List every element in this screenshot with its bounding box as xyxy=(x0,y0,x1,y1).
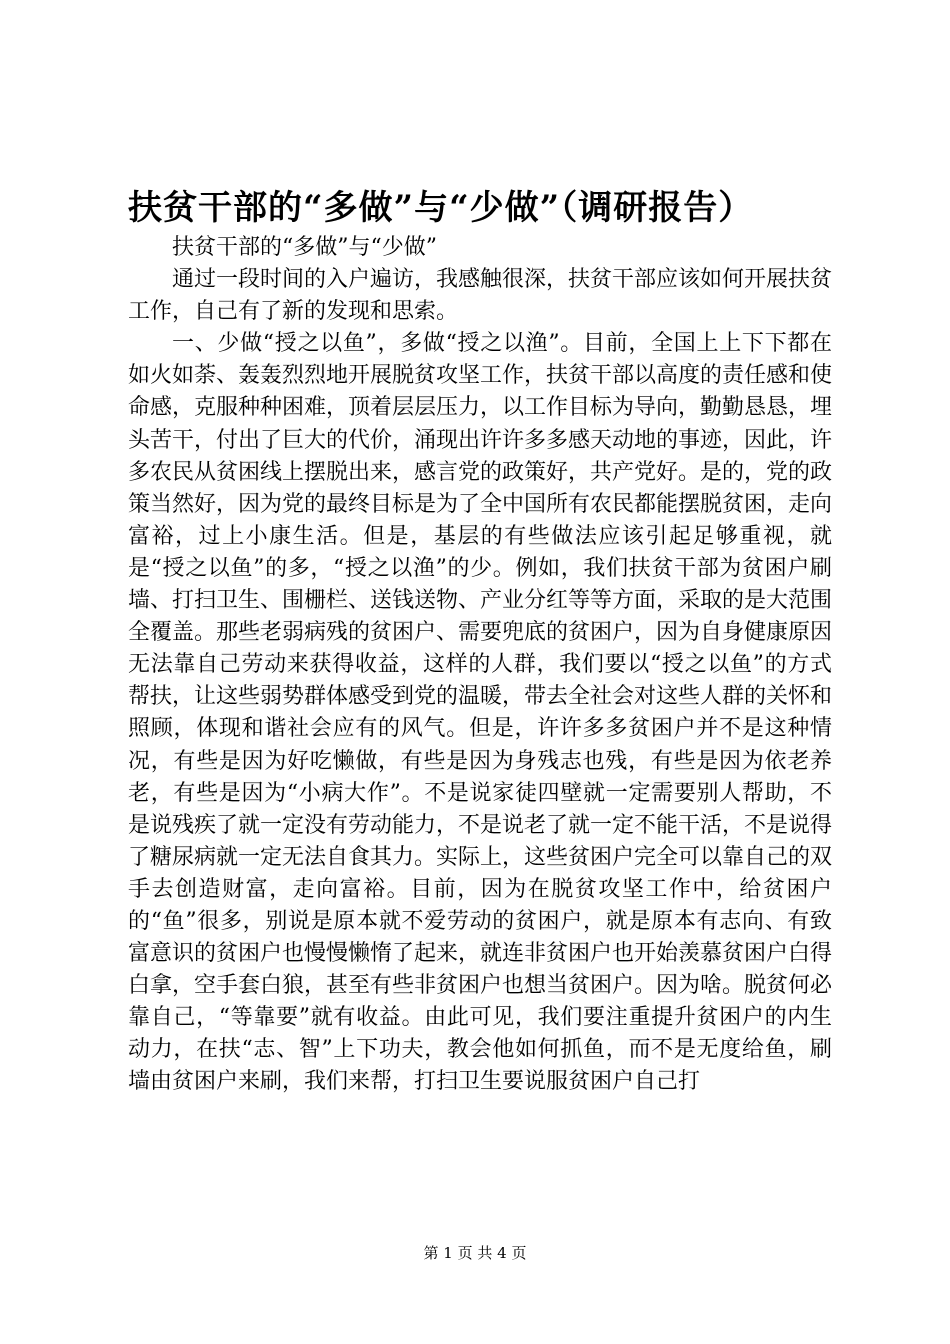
document-title: 扶贫干部的“多做”与“少做”（调研报告） xyxy=(128,188,754,228)
intro-paragraph: 通过一段时间的入户遍访，我感触很深，扶贫干部应该如何开展扶贫工作，自己有了新的发现和思索。 xyxy=(128,267,833,325)
page-number-footer: 第 1 页 共 4 页 xyxy=(423,1244,527,1262)
document-body xyxy=(128,232,832,1099)
subtitle-paragraph: 扶贫干部的“多做”与“少做” xyxy=(172,235,437,260)
section-one-paragraph: 一、少做“授之以鱼”，多做“授之以渔”。目前，全国上上下下都在如火如荼、轰轰烈烈地开展脱贫攻坚工作，扶贫干部以高度的责任感和使命感，克服种种困难，顶着层层压力，以工作目标为导向，勤勤恳恳，埋头苦干，付出了巨大的代价，涌现出许许多多感天动地的事迹，因此，许多农民从贫困线上摆脱出来，感言党的政策好，共产党好。是的，党的政策当然好，因为党的最终目标是为了全中国所有农民都能摆脱贫困，走向富裕，过上小康生活。但是，基层的有些做法应该引起足够重视，就是“授之以鱼”的多，“授之以渔”的少。例如，我们扶贫干部为贫困户刷墙、打扫卫生、围栅栏、送钱送物、产业分红等等方面，采取的是大范围全覆盖。那些老弱病残的贫困户、需要兜底的贫困户，因为自身健康原因无法靠自己劳动来获得收益，这样的人群，我们要以“授之以鱼”的方式帮扶，让这些弱势群体感受到党的温暖，带去全社会对这些人群的关怀和照顾，体现和谐社会应有的风气。但是，许许多多贫困户并不是这种情况，有些是因为好吃懒做，有些是因为身残志也残，有些是因为依老养老，有些是因为“小病大作”。不是说家徒四壁就一定需要别人帮助，不是说残疾了就一定没有劳动能力，不是说老了就一定不能干活，不是说得了糖尿病就一定无法自食其力。实际上，这些贫困户完全可以靠自己的双手去创造财富，走向富裕。目前，因为在脱贫攻坚工作中，给贫困户的“鱼”很多，别说是原本就不爱劳动的贫困户，就是原本有志向、有致富意识的贫困户也慢慢懒惰了起来，就连非贫困户也开始羡慕贫困户白得白拿，空手套白狼，甚至有些非贫困户也想当贫困户。因为啥。脱贫何必靠自己，“等靠要”就有收益。由此可见，我们要注重提升贫困户的内生动力，在扶“志、智”上下功夫，教会他如何抓鱼，而不是无度给鱼，刷墙由贫困户来刷，我们来帮，打扫卫生要说服贫困户自己打 xyxy=(128,331,833,1095)
